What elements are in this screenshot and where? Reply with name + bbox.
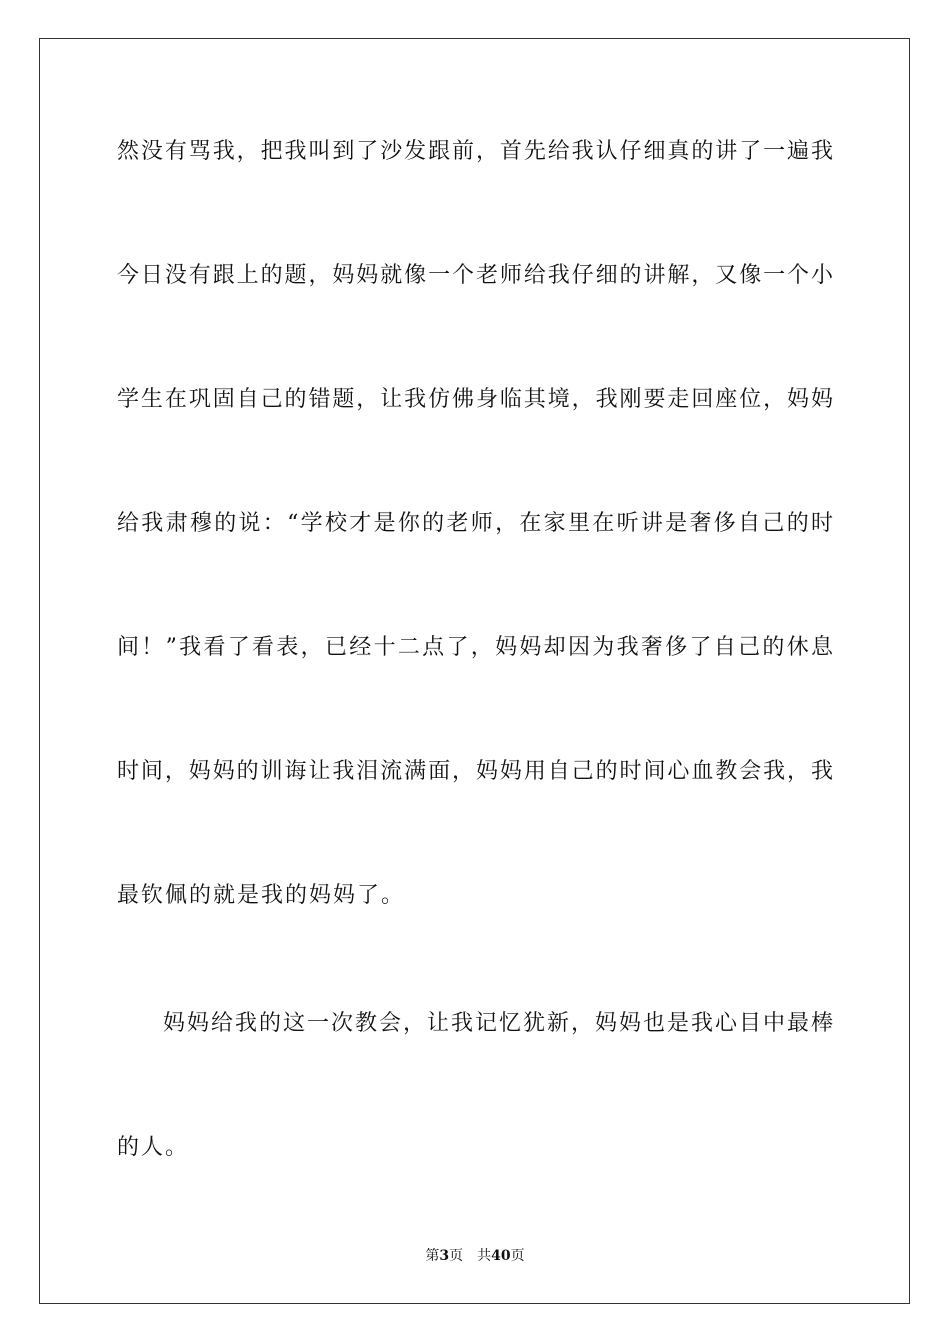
body-line-5: 间！”我看了看表，已经十二点了，妈妈却因为我奢侈了自己的休息 <box>117 635 833 660</box>
footer-total-pages: 40 <box>491 1248 511 1264</box>
body-line-4: 给我肃穆的说：“学校才是你的老师，在家里在听讲是奢侈自己的时 <box>117 511 833 536</box>
footer-total-prefix: 共 <box>477 1248 492 1264</box>
footer-page-number: 3 <box>439 1248 450 1264</box>
body-line-3: 学生在巩固自己的错题，让我仿佛身临其境，我刚要走回座位，妈妈 <box>117 387 833 412</box>
body-line-9: 的人。 <box>117 1135 190 1160</box>
footer-total-suffix: 页 <box>510 1248 525 1264</box>
body-line-6: 时间，妈妈的训诲让我泪流满面，妈妈用自己的时间心血教会我，我 <box>117 759 833 784</box>
page-border <box>39 38 910 1304</box>
page-footer <box>0 1246 950 1266</box>
body-line-7: 最钦佩的就是我的妈妈了。 <box>117 883 406 908</box>
body-line-1: 然没有骂我，把我叫到了沙发跟前，首先给我认仔细真的讲了一遍我 <box>117 139 833 164</box>
body-line-8: 妈妈给我的这一次教会，让我记忆犹新，妈妈也是我心目中最棒 <box>163 1011 833 1036</box>
footer-page-suffix: 页 <box>449 1248 464 1264</box>
body-line-2: 今日没有跟上的题，妈妈就像一个老师给我仔细的讲解，又像一个小 <box>117 263 833 288</box>
footer-page-prefix: 第 <box>425 1248 440 1264</box>
